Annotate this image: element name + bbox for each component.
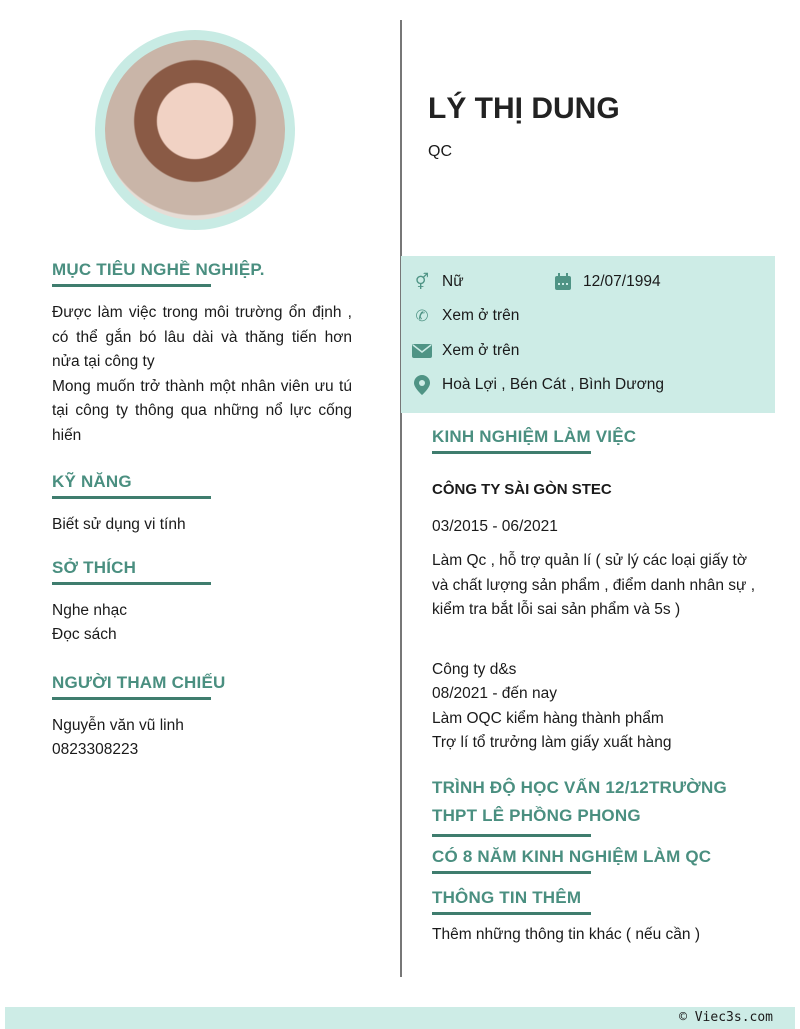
heading-underline (52, 697, 211, 700)
job-period-2: 08/2021 - đến nay (432, 685, 557, 702)
phone-icon: ✆ (415, 307, 429, 325)
location-icon (412, 375, 432, 395)
experience-section (432, 427, 762, 756)
heading-underline (52, 284, 211, 287)
section-heading: CÓ 8 NĂM KINH NGHIỆM LÀM QC (432, 846, 712, 866)
email-icon (412, 341, 432, 361)
objective-text-1: Được làm việc trong môi trường ổn định , có thể gắn bó lâu dài và thăng tiến hơn nửa tại công ty (52, 304, 352, 370)
section-heading: KINH NGHIỆM LÀM VIỆC (432, 427, 637, 446)
job-duty: Làm OQC kiểm hàng thành phẩm (432, 709, 664, 727)
gender-icon: ⚥ (415, 273, 429, 291)
heading-underline (52, 496, 211, 499)
heading-underline (432, 451, 591, 454)
extra-info-section (432, 888, 762, 948)
gender: Nữ (442, 273, 464, 290)
address: Hoà Lợi , Bén Cát , Bình Dương (442, 376, 664, 393)
section-heading: TRÌNH ĐỘ HỌC VẤN 12/12TRƯỜNG THPT LÊ PHỒNG PHONG (432, 777, 727, 825)
right-column (432, 427, 762, 947)
calendar-icon (553, 272, 573, 292)
job-period: 03/2015 - 06/2021 (432, 517, 558, 535)
contact-box (401, 256, 775, 413)
heading-underline (432, 834, 591, 837)
skills-section (52, 472, 352, 538)
column-divider (400, 20, 402, 977)
profile-photo (95, 30, 295, 230)
objective-section (52, 260, 352, 448)
education-section (432, 774, 752, 837)
hobby-item: Đọc sách (52, 626, 117, 643)
date-of-birth: 12/07/1994 (583, 273, 661, 290)
objective-text-2: Mong muốn trở thành một nhân viên ưu tú tại công ty thông qua những nổ lực cống hiến (52, 377, 352, 444)
section-heading: KỸ NĂNG (52, 472, 132, 491)
hobby-item: Nghe nhạc (52, 601, 127, 619)
heading-underline (432, 871, 591, 874)
avatar-image (105, 40, 285, 220)
hobbies-section (52, 558, 352, 648)
heading-underline (432, 912, 591, 915)
reference-phone: 0823308223 (52, 741, 139, 758)
references-section (52, 673, 352, 763)
left-column (52, 260, 352, 763)
heading-underline (52, 582, 211, 585)
section-heading: NGƯỜI THAM CHIẾU (52, 672, 226, 692)
job-description: Làm Qc , hỗ trợ quản lí ( sử lý các loại giấy tờ và chất lượng sản phẩm , điểm danh nhân sự , kiểm tra bắt lỗi sai sản phẩm và 5s ) (432, 552, 756, 618)
candidate-name: LÝ THỊ DUNG (428, 92, 620, 125)
years-section (432, 847, 762, 874)
company-name-2: Công ty d&s (432, 660, 517, 678)
footer-credit: © Viec3s.com (5, 1007, 795, 1029)
job-duty: Trợ lí tổ trưởng làm giấy xuất hàng (432, 734, 672, 751)
phone: Xem ở trên (442, 307, 520, 324)
email: Xem ở trên (442, 342, 520, 359)
section-heading: MỤC TIÊU NGHỀ NGHIỆP. (52, 260, 265, 279)
candidate-position: QC (428, 143, 452, 160)
company-name: CÔNG TY SÀI GÒN STEC (432, 481, 612, 498)
reference-name: Nguyễn văn vũ linh (52, 716, 184, 734)
skill-item: Biết sử dụng vi tính (52, 516, 186, 533)
section-heading: SỞ THÍCH (52, 557, 137, 577)
section-heading: THÔNG TIN THÊM (432, 887, 582, 907)
extra-info-text: Thêm những thông tin khác ( nếu cần ) (432, 925, 701, 943)
